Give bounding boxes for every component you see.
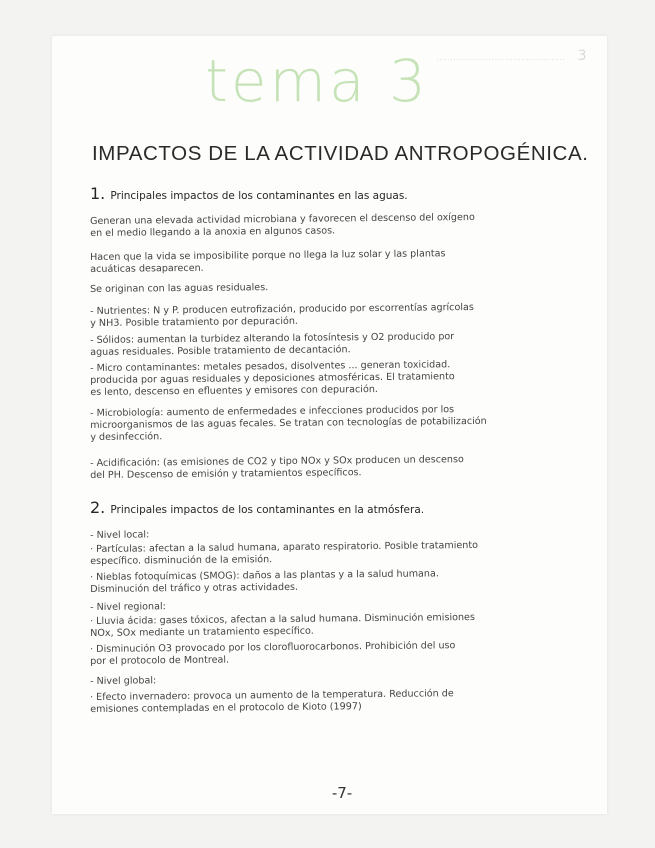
s1-solidos <box>90 330 598 359</box>
main-title: IMPACTOS DE LA ACTIVIDAD ANTROPOGÉNICA. <box>92 142 589 165</box>
s2-efecto-invernadero <box>90 687 598 716</box>
text-line: - Microbiología: aumento de enfermedades e infecciones producidos por los <box>90 404 455 419</box>
s2-particulas <box>90 539 598 568</box>
s1-microcontaminantes <box>90 358 598 399</box>
s1-acidificacion <box>90 453 598 482</box>
text-line: aguas residuales. Posible tratamiento de decantación. <box>90 344 351 358</box>
section1-number: 1. <box>90 184 106 203</box>
text-line: Disminución del tráfico y otras actividades. <box>90 581 299 595</box>
text-line: - Sólidos: aumentan la turbidez alterando la fotosíntesis y O2 producido por <box>90 331 455 346</box>
text-line: y NH3. Posible tratamiento por depuración. <box>90 315 299 329</box>
s2-nivel-global <box>90 671 598 688</box>
section1-heading-text: Principales impactos de los contaminantes en las aguas. <box>110 190 408 202</box>
text-line: Se originan con las aguas residuales. <box>90 282 269 295</box>
text-line: NOx, SOx mediante un tratamiento específico. <box>90 625 314 639</box>
text-line: específico. disminución de la emisión. <box>90 554 273 567</box>
page-number: -7- <box>331 784 353 802</box>
text-line: · Partículas: afectan a la salud humana, aparato respiratorio. Posible tratamiento <box>90 539 479 555</box>
text-line: y desinfección. <box>90 431 163 443</box>
s2-lluvia-acida <box>90 611 598 640</box>
text-line: - Acidificación: (as emisiones de CO2 y tipo NOx y SOx producen un descenso <box>90 454 464 469</box>
s1-microbiologia <box>90 403 598 444</box>
text-line: - Nutrientes: N y P. producen eutrofización, producido por escorrentías agrícolas <box>90 301 474 317</box>
text-line: es lento, descenso en efluentes y emisores con depuración. <box>90 383 378 398</box>
text-line: · Disminución O3 provocado por los clorofluorocarbonos. Prohibición del uso <box>90 640 456 655</box>
s2-nieblas <box>90 567 598 596</box>
section2-number: 2. <box>90 498 106 517</box>
text-line: Hacen que la vida se imposibilite porque no llega la luz solar y las plantas <box>90 248 446 263</box>
text-line: · Lluvia ácida: gases tóxicos, afectan a la salud humana. Disminución emisiones <box>90 611 476 627</box>
bleed-line: ............................................... <box>436 54 565 62</box>
text-line: - Nivel local: <box>90 529 150 541</box>
section2-heading <box>90 498 600 517</box>
text-line: Generan una elevada actividad microbiana y favorecen el descenso del oxígeno <box>90 211 475 227</box>
section1-heading <box>90 184 600 203</box>
text-line: producida por aguas residuales y deposiciones atmosféricas. El tratamiento <box>90 371 455 386</box>
s1-paragraph-3 <box>90 279 598 296</box>
tema-title: tema 3 <box>205 47 429 115</box>
text-line: · Efecto invernadero: provoca un aumento de la temperatura. Reducción de <box>90 688 454 703</box>
s1-paragraph-2 <box>90 247 598 276</box>
text-line: acuáticas desaparecen. <box>90 262 204 275</box>
bleed-number: 3 <box>577 48 587 64</box>
text-line: - Nivel global: <box>90 675 157 687</box>
s1-paragraph-1 <box>90 211 598 240</box>
text-line: por el protocolo de Montreal. <box>90 654 230 667</box>
s2-ozono <box>90 639 598 668</box>
text-line: en el medio llegando a la anoxia en algunos casos. <box>90 225 336 239</box>
text-line: - Micro contaminantes: metales pesados, disolventes ... generan toxicidad. <box>90 359 451 374</box>
text-line: - Nivel regional: <box>90 601 166 613</box>
section2-heading-text: Principales impactos de los contaminantes en la atmósfera. <box>110 504 425 516</box>
text-line: emisiones contempladas en el protocolo de Kioto (1997) <box>90 701 362 715</box>
s1-nutrientes <box>90 301 598 330</box>
text-line: del PH. Descenso de emisión y tratamientos específicos. <box>90 467 362 481</box>
text-line: microorganismos de las aguas fecales. Se tratan con tecnologías de potabilización <box>90 415 487 431</box>
notebook-page <box>52 36 607 814</box>
text-line: · Nieblas fotoquímicas (SMOG): daños a las plantas y a la salud humana. <box>90 568 439 583</box>
